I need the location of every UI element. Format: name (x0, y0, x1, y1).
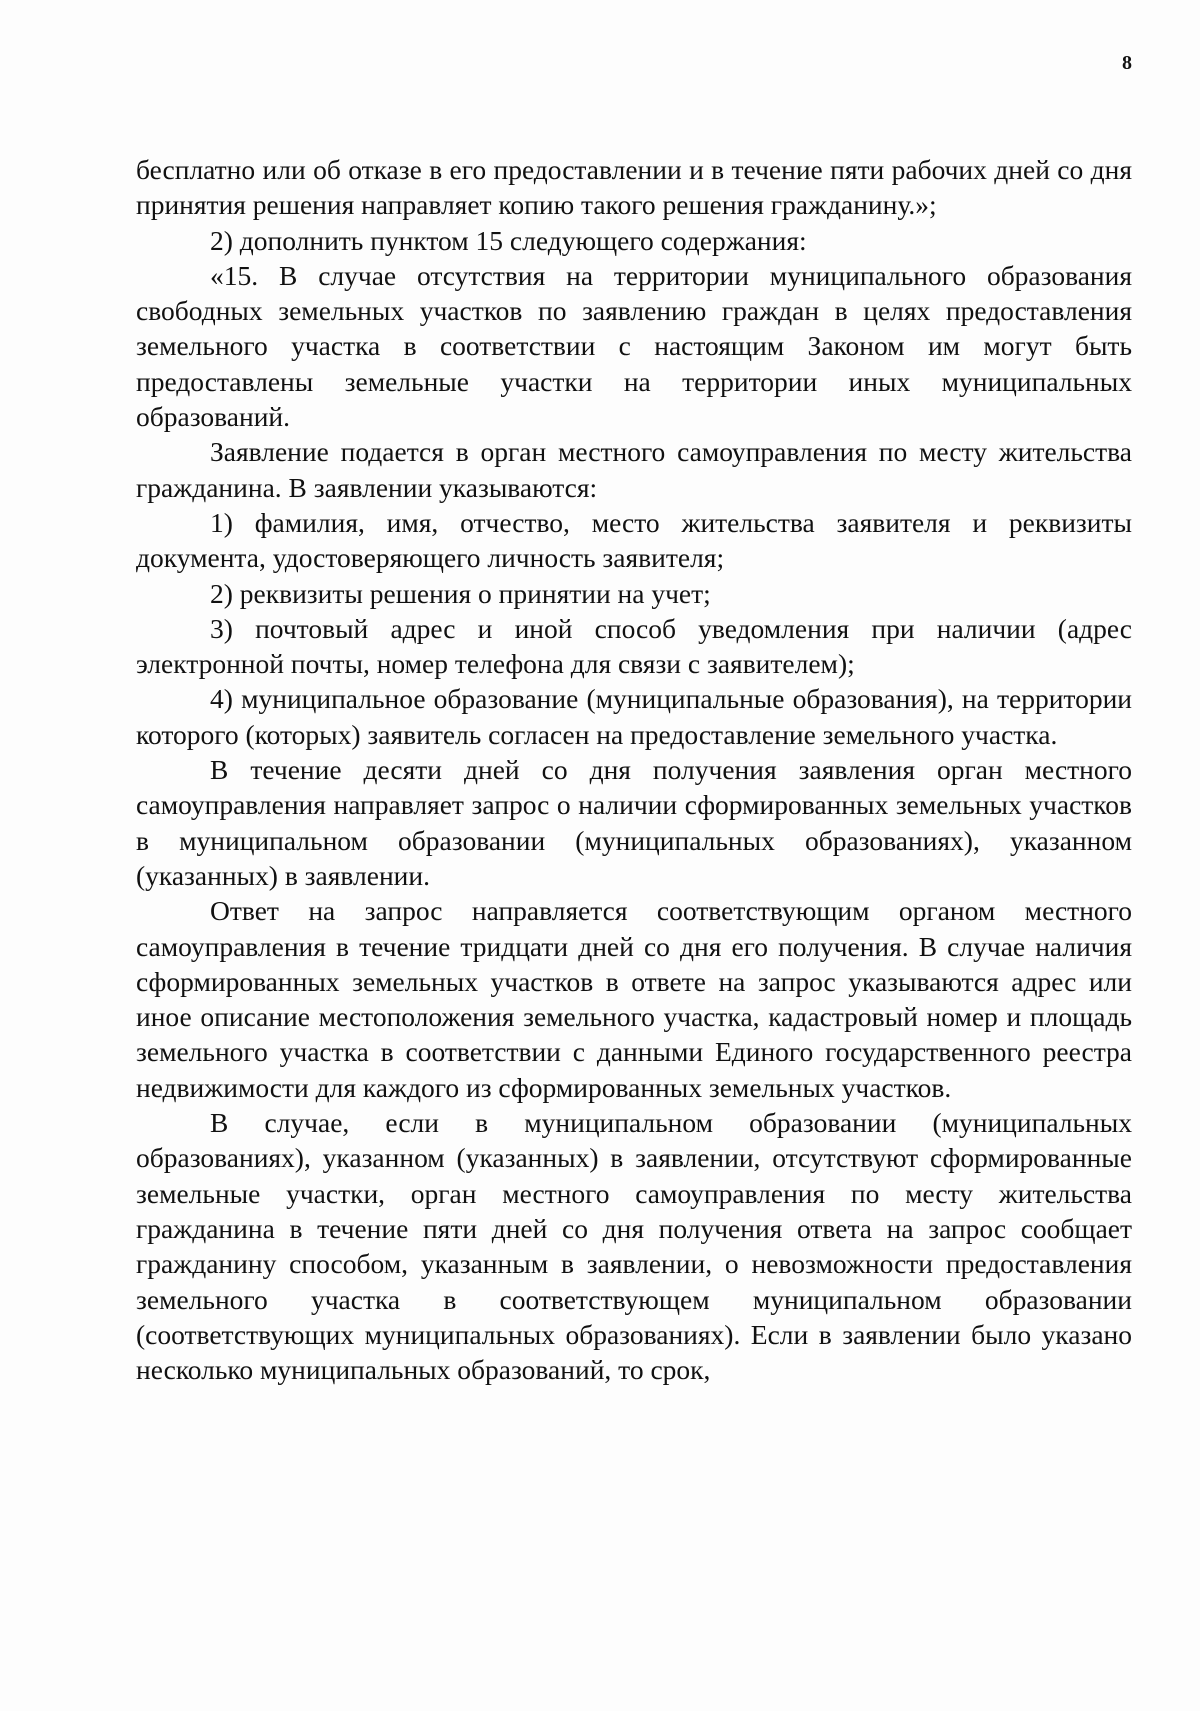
list-item-1: 1) фамилия, имя, отчество, место жительства заявителя и реквизиты документа, удостоверяющего личность заявителя; (136, 506, 1132, 574)
paragraph-amendment-item-2: 2) дополнить пунктом 15 следующего содержания: (210, 224, 807, 256)
list-item-4: 4) муниципальное образование (муниципальные образования), на территории которого (которых) заявитель согласен на предоставление земельного участка. (136, 683, 1132, 750)
list-item-3: 3) почтовый адрес и иной способ уведомления при наличии (адрес электронной почты, номер телефона для связи с заявителем); (136, 612, 1132, 680)
paragraph-no-plots-case: В случае, если в муниципальном образовании (муниципальных образованиях), указанном (указанных) в заявлении, отсутствуют сформированные земельные участки, орган местного самоуправления по месту жительства гражданина в течение пяти дней со дня получения ответа на запрос сообщает гражданину способом, указанным в заявлении, о невозможности предоставления земельного участка в соответствующем муниципальном образовании (соответствующих муниципальных образованиях). Если в заявлении было указано несколько муниципальных образований, то срок, (136, 1107, 1132, 1386)
paragraph-continuation: бесплатно или об отказе в его предоставлении и в течение пяти рабочих дней со дня принятия решения направляет копию такого решения гражданину.»; (136, 154, 1132, 221)
paragraph-application-submission: Заявление подается в орган местного самоуправления по месту жительства гражданина. В заявлении указываются: (136, 436, 1132, 503)
list-item-2: 2) реквизиты решения о принятии на учет; (210, 577, 711, 609)
paragraph-point-15: «15. В случае отсутствия на территории муниципального образования свободных земельных участков по заявлению граждан в целях предоставления земельного участка в соответствии с настоящим Законом им могут быть предоставлены земельные участки на территории иных муниципальных образований. (136, 259, 1132, 433)
document-body (136, 152, 1132, 1387)
paragraph-request-response: Ответ на запрос направляется соответствующим органом местного самоуправления в течение тридцати дней со дня его получения. В случае наличия сформированных земельных участков в ответе на запрос указываются адрес или иное описание местоположения земельного участка, кадастровый номер и площадь земельного участка в соответствии с данными Единого государственного реестра недвижимости для каждого из сформированных земельных участков. (136, 895, 1132, 1103)
paragraph-request-sending: В течение десяти дней со дня получения заявления орган местного самоуправления направляет запрос о наличии сформированных земельных участков в муниципальном образовании (муниципальных образованиях), указанном (указанных) в заявлении. (136, 754, 1132, 891)
page-number: 8 (1122, 52, 1132, 74)
